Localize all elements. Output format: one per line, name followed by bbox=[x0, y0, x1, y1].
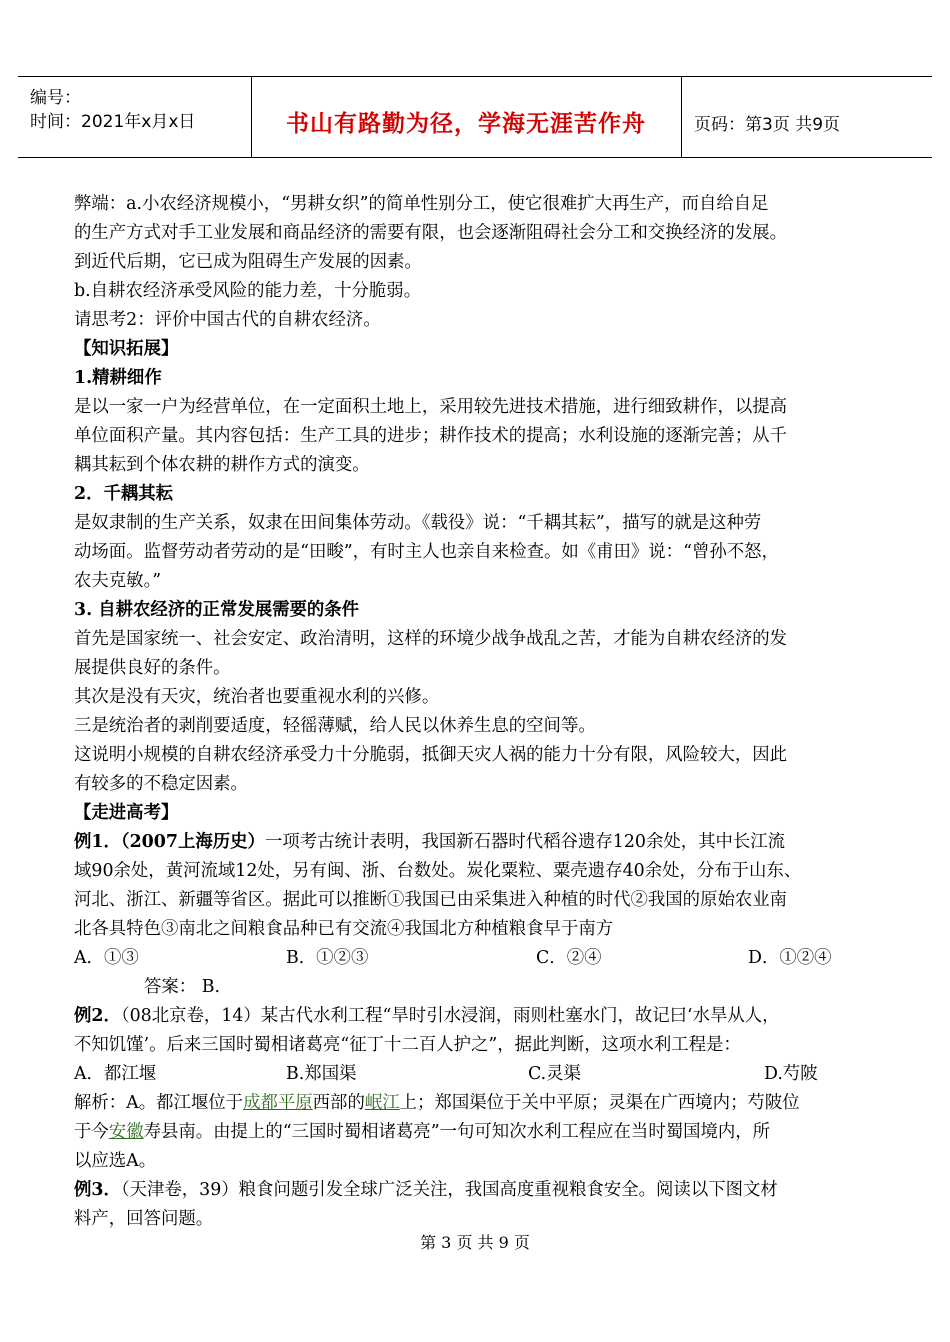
text-line: 首先是国家统一、社会安定、政治清明，这样的环境少战争战乱之苦，才能为自耕农经济的发 bbox=[74, 629, 788, 649]
text-line: 弊端：a.小农经济规模小，“男耕女织”的简单性别分工，使它很难扩大再生产，而自给自足 bbox=[74, 194, 769, 214]
text-line: 有较多的不稳定因素。 bbox=[74, 774, 248, 794]
text-line: 域90余处，黄河流域12处，另有闽、浙、台数处。炭化粟粒、粟壳遗存40余处，分布于山东、 bbox=[74, 861, 802, 881]
date-label: 时间：2021年x月x日 bbox=[30, 112, 196, 132]
example-1-options bbox=[74, 944, 874, 973]
text-span: 解析：A。都江堰位于 bbox=[74, 1093, 244, 1113]
text-line: 料产，回答问题。 bbox=[74, 1209, 214, 1229]
option-a: A．①③ bbox=[74, 948, 139, 968]
example-2-label: 例2． bbox=[74, 1006, 121, 1026]
example-3-label: 例3． bbox=[74, 1180, 121, 1200]
subheading-3: 3. 自耕农经济的正常发展需要的条件 bbox=[74, 600, 360, 620]
text-line: 农夫克敏。” bbox=[74, 571, 162, 591]
page-footer: 第 3 页 共 9 页 bbox=[420, 1233, 530, 1252]
option-a: A．都江堰 bbox=[74, 1064, 157, 1084]
example-1-answer: 答案： B. bbox=[144, 977, 221, 997]
page-number-label: 页码：第3页 共9页 bbox=[694, 115, 841, 135]
text-line: 不知饥馑’。后来三国时蜀相诸葛亮“征丁十二百人护之”，据此判断，这项水利工程是： bbox=[74, 1035, 741, 1055]
text-line: 单位面积产量。其内容包括：生产工具的进步；耕作技术的提高；水利设施的逐渐完善；从千 bbox=[74, 426, 788, 446]
text-line: 到近代后期，它已成为阻碍生产发展的因素。 bbox=[74, 252, 422, 272]
text-span: 一项考古统计表明，我国新石器时代稻谷遗存120余处，其中长江流 bbox=[264, 832, 786, 852]
subheading-2: 2．千耦其耘 bbox=[74, 484, 174, 504]
header-motto-cell bbox=[251, 77, 682, 157]
header-page-cell bbox=[682, 77, 932, 157]
option-d: D.芍陂 bbox=[764, 1064, 818, 1084]
option-d: D．①②④ bbox=[748, 948, 832, 968]
example-1-label: 例1．（2007上海历史） bbox=[74, 832, 265, 852]
section-heading-gaokao: 【走进高考】 bbox=[74, 803, 179, 823]
text-line: 请思考2：评价中国古代的自耕农经济。 bbox=[74, 310, 381, 330]
text-line: 是以一家一户为经营单位，在一定面积土地上，采用较先进技术措施，进行细致耕作，以提高 bbox=[74, 397, 788, 417]
text-span: 上；郑国渠位于关中平原；灵渠在广西境内；芍陂位 bbox=[399, 1093, 800, 1113]
text-line: 北各具特色③南北之间粮食品种已有交流④我国北方种植粮食早于南方 bbox=[74, 919, 614, 939]
example-3 bbox=[74, 1176, 874, 1205]
example-2-options bbox=[74, 1060, 874, 1089]
text-line: 其次是没有天灾，统治者也要重视水利的兴修。 bbox=[74, 687, 440, 707]
option-c: C.灵渠 bbox=[528, 1064, 581, 1084]
link-anhui[interactable]: 安徽 bbox=[108, 1122, 144, 1142]
text-line: b.自耕农经济承受风险的能力差，十分脆弱。 bbox=[74, 281, 422, 301]
text-span: （08北京卷，14）某古代水利工程“旱时引水浸润，雨则杜塞水门，故记曰‘水旱从人， bbox=[120, 1006, 780, 1026]
text-line: 耦其耘到个体农耕的耕作方式的演变。 bbox=[74, 455, 370, 475]
text-line: 动场面。监督劳动者劳动的是“田畯”，有时主人也亲自来检查。如《甫田》说：“曾孙不怒， bbox=[74, 542, 779, 562]
text-span: （天津卷，39）粮食问题引发全球广泛关注，我国高度重视粮食安全。阅读以下图文材 bbox=[120, 1180, 778, 1200]
example-2-analysis bbox=[74, 1089, 874, 1118]
serial-number-label: 编号： bbox=[30, 88, 81, 108]
text-line: 是奴隶制的生产关系，奴隶在田间集体劳动。《载役》说：“千耦其耘”，描写的就是这种劳 bbox=[74, 513, 762, 533]
text-line: 展提供良好的条件。 bbox=[74, 658, 231, 678]
text-line: 三是统治者的剥削要适度，轻徭薄赋，给人民以休养生息的空间等。 bbox=[74, 716, 596, 736]
option-c: C．②④ bbox=[536, 948, 602, 968]
subheading-1: 1.精耕细作 bbox=[74, 368, 162, 388]
example-1 bbox=[74, 828, 874, 857]
text-span: 寿县南。由提上的“三国时蜀相诸葛亮”一句可知次水利工程应在当时蜀国境内，所 bbox=[143, 1122, 771, 1142]
header-info-cell bbox=[18, 77, 252, 157]
text-span: 于今 bbox=[74, 1122, 109, 1142]
text-line bbox=[74, 1118, 874, 1147]
section-heading-knowledge: 【知识拓展】 bbox=[74, 339, 179, 359]
header-table bbox=[18, 76, 932, 158]
option-b: B.郑国渠 bbox=[286, 1064, 357, 1084]
document-body bbox=[74, 190, 874, 1234]
text-line: 这说明小规模的自耕农经济承受力十分脆弱，抵御天灾人祸的能力十分有限，风险较大，因此 bbox=[74, 745, 788, 765]
link-min-river[interactable]: 岷江 bbox=[364, 1093, 400, 1113]
text-line: 河北、浙江、新疆等省区。据此可以推断①我国已由采集进入种植的时代②我国的原始农业南 bbox=[74, 890, 788, 910]
text-line: 以应选A。 bbox=[74, 1151, 157, 1171]
text-line: 的生产方式对手工业发展和商品经济的需要有限，也会逐渐阻碍社会分工和交换经济的发展。 bbox=[74, 223, 788, 243]
example-2 bbox=[74, 1002, 874, 1031]
text-span: 西部的 bbox=[312, 1093, 365, 1113]
motto: 书山有路勤为径，学海无涯苦作舟 bbox=[286, 111, 646, 137]
option-b: B．①②③ bbox=[286, 948, 369, 968]
link-chengdu-plain[interactable]: 成都平原 bbox=[243, 1093, 313, 1113]
